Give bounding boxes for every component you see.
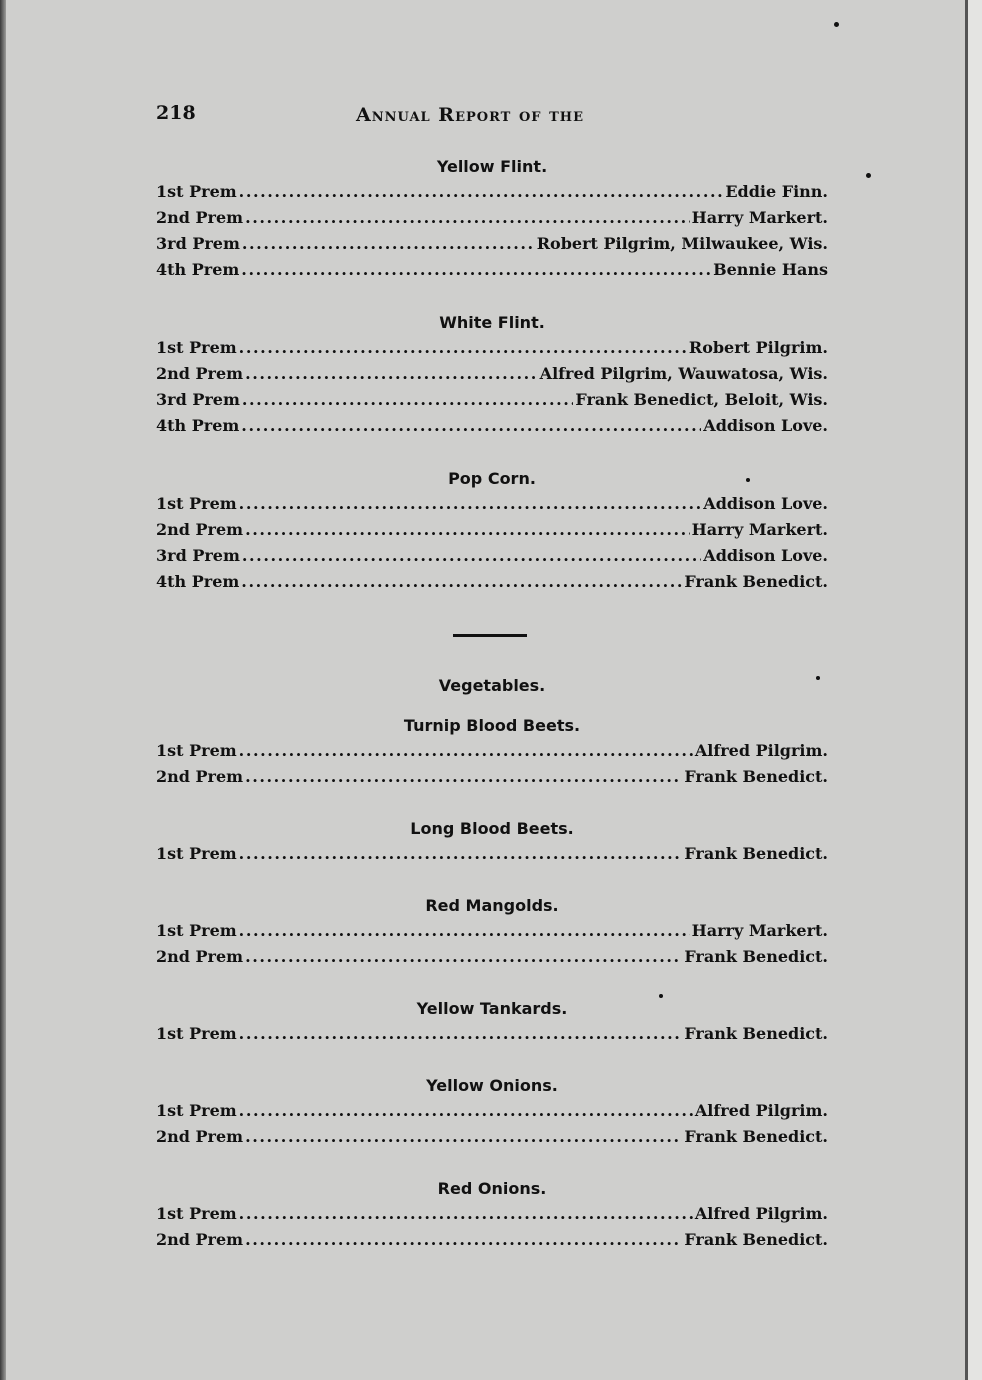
entry-winner: Harry Markert. (691, 520, 828, 539)
leader-dots (245, 947, 682, 966)
leader-dots (242, 546, 701, 565)
leader-dots (245, 364, 538, 383)
entry-winner: Robert Pilgrim, Milwaukee, Wis. (536, 234, 828, 253)
entry-winner: Frank Benedict. (684, 844, 828, 863)
ink-speck (866, 173, 871, 178)
entry-winner: Bennie Hans (713, 260, 828, 279)
entry-winner: Harry Markert. (691, 921, 828, 940)
section-title: Red Mangolds. (425, 896, 559, 915)
leader-dots (241, 416, 701, 435)
list-item (156, 182, 828, 204)
leader-dots (245, 520, 690, 539)
list-item (156, 416, 828, 438)
list-item (156, 947, 828, 969)
list-item (156, 520, 828, 542)
entry-winner: Addison Love. (703, 494, 828, 513)
entry-label: 1st Prem (156, 1024, 237, 1043)
list-item (156, 338, 828, 360)
entry-winner: Addison Love. (703, 546, 828, 565)
leader-dots (239, 494, 702, 513)
section-title: Pop Corn. (448, 469, 536, 488)
entry-winner: Frank Benedict. (684, 947, 828, 966)
entry-winner: Alfred Pilgrim. (694, 1204, 828, 1223)
leader-dots (241, 572, 682, 591)
entry-label: 2nd Prem (156, 1230, 244, 1249)
page-edge-left (0, 0, 6, 1380)
leader-dots (239, 182, 724, 201)
leader-dots (242, 390, 573, 409)
list-item (156, 546, 828, 568)
section-title: Red Onions. (437, 1179, 547, 1198)
page-edge-right (965, 0, 968, 1380)
section-title: Yellow Tankards. (416, 999, 568, 1018)
leader-dots (245, 1230, 682, 1249)
ink-speck (834, 22, 839, 27)
section-title: Yellow Onions. (426, 1076, 558, 1095)
list-item (156, 260, 828, 282)
page-number: 218 (156, 102, 196, 124)
list-item (156, 494, 828, 516)
section-title: Turnip Blood Beets. (403, 716, 581, 735)
list-item (156, 741, 828, 763)
list-item (156, 1101, 828, 1123)
entry-label: 2nd Prem (156, 208, 244, 227)
list-item (156, 1024, 828, 1046)
entry-label: 2nd Prem (156, 767, 244, 786)
entry-label: 1st Prem (156, 1204, 237, 1223)
ink-speck (659, 994, 663, 998)
leader-dots (239, 1024, 683, 1043)
list-item (156, 921, 828, 943)
entry-label: 2nd Prem (156, 520, 244, 539)
entry-label: 3rd Prem (156, 390, 240, 409)
list-item (156, 767, 828, 789)
entry-winner: Eddie Finn. (725, 182, 828, 201)
entry-winner: Alfred Pilgrim. (694, 741, 828, 760)
list-item (156, 1127, 828, 1149)
entry-winner: Frank Benedict. (684, 1230, 828, 1249)
list-item (156, 234, 828, 256)
leader-dots (239, 338, 687, 357)
section-title: White Flint. (439, 313, 545, 332)
entry-winner: Harry Markert. (691, 208, 828, 227)
leader-dots (245, 208, 690, 227)
leader-dots (245, 1127, 682, 1146)
leader-dots (239, 844, 683, 863)
entry-winner: Alfred Pilgrim. (694, 1101, 828, 1120)
leader-dots (245, 767, 682, 786)
entry-winner: Robert Pilgrim. (688, 338, 828, 357)
entry-label: 1st Prem (156, 741, 237, 760)
leader-dots (239, 741, 693, 760)
entry-label: 1st Prem (156, 182, 237, 201)
list-item (156, 1230, 828, 1252)
list-item (156, 572, 828, 594)
leader-dots (242, 234, 535, 253)
entry-label: 3rd Prem (156, 546, 240, 565)
entry-label: 4th Prem (156, 260, 240, 279)
entry-label: 2nd Prem (156, 1127, 244, 1146)
entry-label: 4th Prem (156, 572, 240, 591)
list-item (156, 364, 828, 386)
entry-label: 1st Prem (156, 844, 237, 863)
entry-label: 3rd Prem (156, 234, 240, 253)
entry-winner: Alfred Pilgrim, Wauwatosa, Wis. (539, 364, 828, 383)
entry-winner: Frank Benedict. (684, 767, 828, 786)
section-title: Vegetables. (438, 676, 546, 695)
list-item (156, 1204, 828, 1226)
entry-label: 4th Prem (156, 416, 240, 435)
entry-label: 1st Prem (156, 338, 237, 357)
section-divider (453, 634, 527, 637)
list-item (156, 844, 828, 866)
ink-speck (746, 478, 750, 482)
section-title: Yellow Flint. (436, 157, 548, 176)
page-header (156, 102, 828, 132)
entry-label: 2nd Prem (156, 364, 244, 383)
entry-label: 2nd Prem (156, 947, 244, 966)
entry-label: 1st Prem (156, 494, 237, 513)
page-margin-right (968, 0, 982, 1380)
leader-dots (239, 921, 690, 940)
entry-winner: Addison Love. (703, 416, 828, 435)
leader-dots (239, 1204, 693, 1223)
entry-label: 1st Prem (156, 921, 237, 940)
leader-dots (239, 1101, 693, 1120)
entry-winner: Frank Benedict. (684, 572, 828, 591)
list-item (156, 208, 828, 230)
section-title: Long Blood Beets. (410, 819, 574, 838)
entry-winner: Frank Benedict, Beloit, Wis. (575, 390, 828, 409)
list-item (156, 390, 828, 412)
running-head: Annual Report of the (356, 104, 584, 126)
ink-speck (816, 676, 820, 680)
entry-label: 1st Prem (156, 1101, 237, 1120)
entry-winner: Frank Benedict. (684, 1127, 828, 1146)
leader-dots (241, 260, 711, 279)
entry-winner: Frank Benedict. (684, 1024, 828, 1043)
